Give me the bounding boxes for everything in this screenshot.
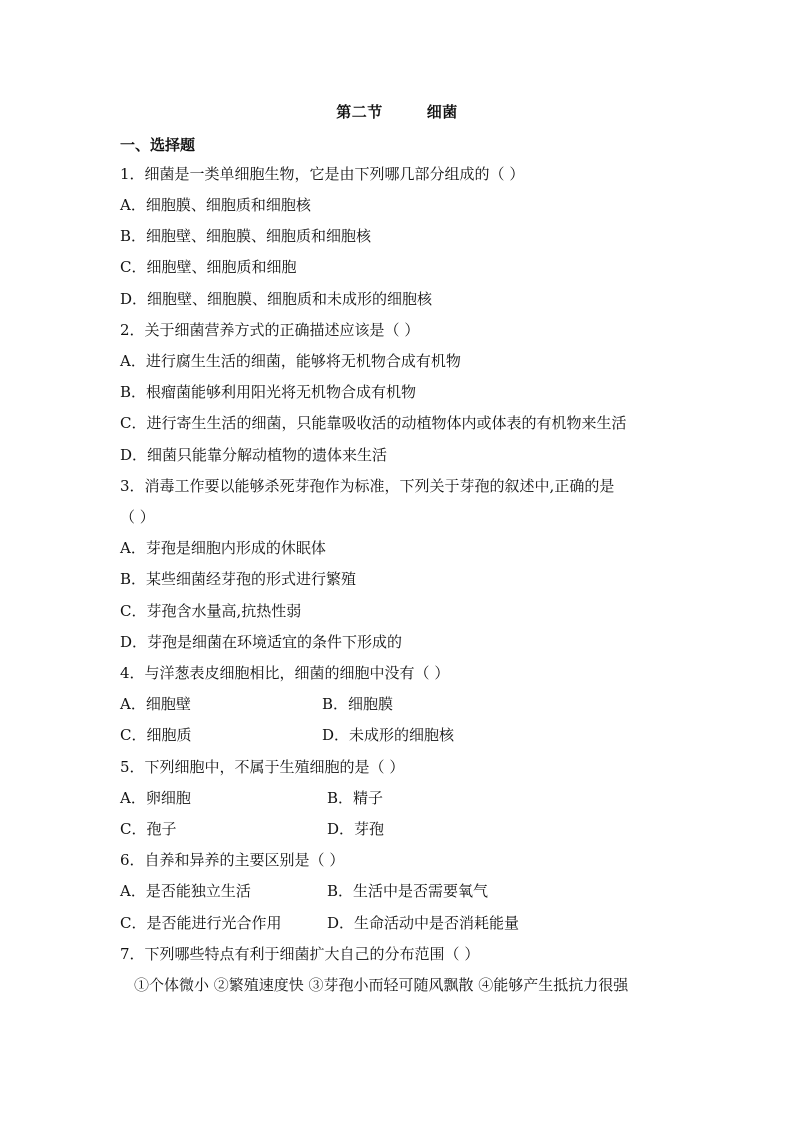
q4-option-d: D．未成形的细胞核 (322, 726, 455, 744)
q4-option-c: C．细胞质 (120, 726, 192, 744)
q1-option-d: D．细胞壁、细胞膜、细胞质和未成形的细胞核 (120, 290, 433, 308)
q2-option-c: C．进行寄生生活的细菌，只能靠吸收活的动植物体内或体表的有机物来生活 (120, 414, 627, 432)
q2-option-a: A．进行腐生生活的细菌，能够将无机物合成有机物 (120, 352, 461, 370)
q1-option-b: B．细胞壁、细胞膜、细胞质和细胞核 (120, 227, 372, 245)
q6-option-c: C．是否能进行光合作用 (120, 914, 282, 932)
question-3-stem-cont: （ ） (120, 508, 155, 526)
q5-option-c: C．孢子 (120, 820, 177, 838)
q3-option-a: A．芽孢是细胞内形成的休眠体 (120, 539, 326, 557)
page-title (0, 101, 794, 122)
question-1-stem: 1．细菌是一类单细胞生物，它是由下列哪几部分组成的（ ） (120, 165, 525, 183)
q2-option-d: D．细菌只能靠分解动植物的遗体来生活 (120, 446, 388, 464)
q1-option-a: A．细胞膜、细胞质和细胞核 (120, 196, 311, 214)
q1-option-c: C．细胞壁、细胞质和细胞 (120, 258, 297, 276)
q6-option-d: D．生命活动中是否消耗能量 (327, 914, 520, 932)
q6-option-a: A．是否能独立生活 (120, 882, 251, 900)
question-3-stem: 3．消毒工作要以能够杀死芽孢作为标准，下列关于芽孢的叙述中,正确的是 (120, 477, 615, 495)
question-4-stem: 4．与洋葱表皮细胞相比，细菌的细胞中没有（ ） (120, 664, 450, 682)
q6-option-b: B．生活中是否需要氧气 (327, 882, 489, 900)
q5-option-d: D．芽孢 (327, 820, 385, 838)
q4-option-a: A．细胞壁 (120, 695, 191, 713)
q5-option-a: A．卵细胞 (120, 789, 191, 807)
q4-option-b: B．细胞膜 (322, 695, 394, 713)
question-2-stem: 2．关于细菌营养方式的正确描述应该是（ ） (120, 321, 420, 339)
question-6-stem: 6．自养和异养的主要区别是（ ） (120, 851, 345, 869)
section-heading: 一、选择题 (120, 136, 196, 154)
q7-items: ①个体微小 ②繁殖速度快 ③芽孢小而轻可随风飘散 ④能够产生抵抗力很强 (134, 976, 629, 994)
title-section-number: 第二节 (336, 103, 383, 121)
title-topic: 细菌 (426, 103, 458, 121)
q3-option-d: D．芽孢是细菌在环境适宜的条件下形成的 (120, 633, 403, 651)
q3-option-b: B．某些细菌经芽孢的形式进行繁殖 (120, 570, 357, 588)
q5-option-b: B．精子 (327, 789, 384, 807)
question-5-stem: 5．下列细胞中，不属于生殖细胞的是（ ） (120, 758, 405, 776)
q3-option-c: C．芽孢含水量高,抗热性弱 (120, 602, 302, 620)
question-7-stem: 7．下列哪些特点有利于细菌扩大自己的分布范围（ ） (120, 945, 480, 963)
q2-option-b: B．根瘤菌能够利用阳光将无机物合成有机物 (120, 383, 417, 401)
